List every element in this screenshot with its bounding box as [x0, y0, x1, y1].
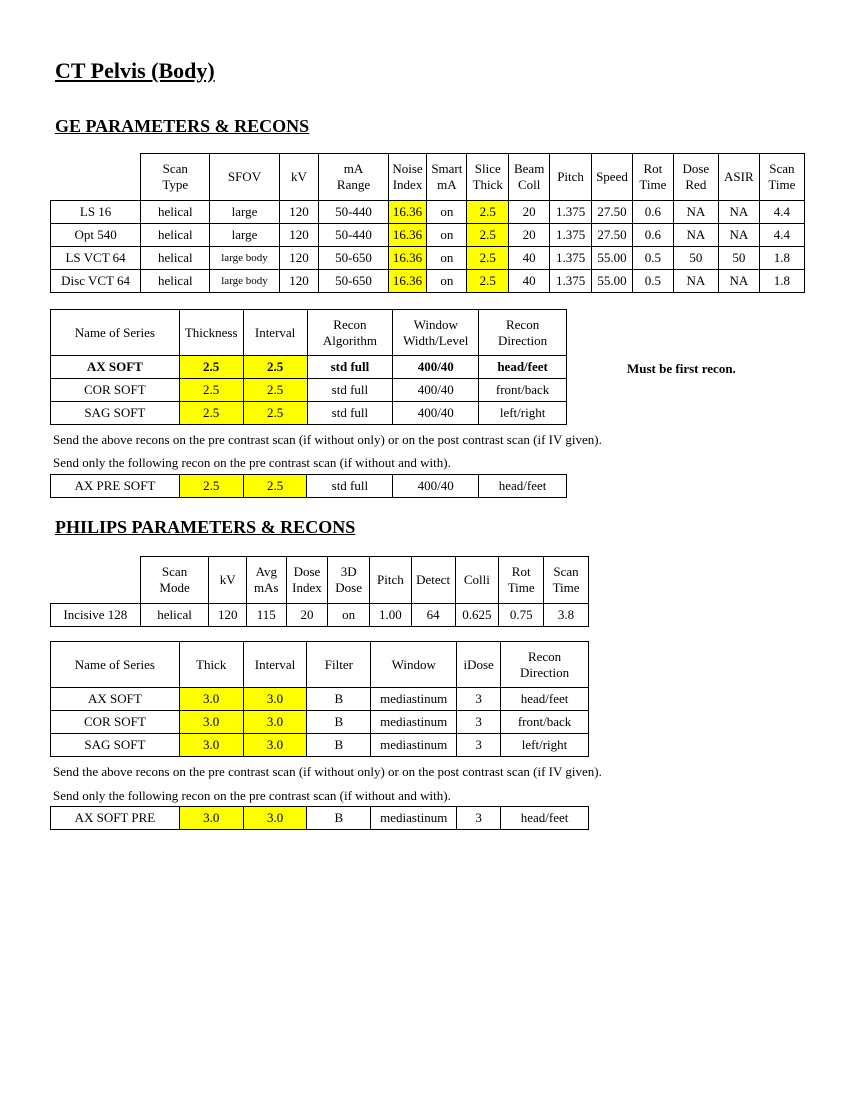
ge-params-cell: 16.36 [388, 270, 427, 293]
philips-params-header-cell: kV [209, 557, 247, 604]
ge-recon-cell: 400/40 [393, 356, 479, 379]
ge-params-header-cell: Speed [592, 154, 633, 201]
philips-recon-cell: 3.0 [179, 711, 243, 734]
ge-params-cell: 2.5 [467, 224, 509, 247]
ge-params-cell: 120 [279, 270, 319, 293]
philips-params-header-cell: 3D Dose [328, 557, 370, 604]
philips-params-cell: 0.75 [499, 604, 544, 627]
philips-params-row [51, 604, 589, 627]
philips-recon-table [50, 641, 589, 757]
philips-params-header-cell: Pitch [370, 557, 412, 604]
ge-params-cell: 1.375 [550, 201, 592, 224]
philips-params-header-cell: Rot Time [499, 557, 544, 604]
philips-pre-row [51, 807, 589, 830]
philips-params-header-cell: Avg mAs [247, 557, 287, 604]
ge-params-header-cell: SFOV [210, 154, 279, 201]
ge-params-cell: 4.4 [759, 224, 804, 247]
ge-params-header-cell: Smart mA [427, 154, 467, 201]
philips-note-above-recons: Send the above recons on the pre contrast scan (if without only) or on the post contrast scan (if IV given). [53, 764, 602, 779]
philips-recon-header-cell: Thick [179, 642, 243, 688]
philips-params-cell: 20 [286, 604, 328, 627]
ge-recon-row [51, 402, 567, 425]
ge-params-cell: 2.5 [467, 270, 509, 293]
ge-recon-cell: front/back [479, 379, 567, 402]
ge-note-above-recons: Send the above recons on the pre contrast scan (if without only) or on the post contrast scan (if IV given). [53, 432, 602, 447]
ge-recon-cell: head/feet [479, 356, 567, 379]
philips-params-table [50, 556, 589, 627]
philips-pre-cell: 3 [457, 807, 501, 830]
philips-recon-cell: 3.0 [179, 734, 243, 757]
philips-recon-header-cell: Filter [307, 642, 371, 688]
ge-params-cell: 40 [509, 247, 550, 270]
ge-recon-cell: AX SOFT [51, 356, 180, 379]
philips-params-cell: on [328, 604, 370, 627]
ge-pre-cell: std full [307, 475, 393, 498]
ge-params-cell: Disc VCT 64 [51, 270, 141, 293]
philips-note-pre-contrast: Send only the following recon on the pre contrast scan (if without and with). [53, 788, 451, 803]
ge-params-cell: 50-650 [319, 270, 388, 293]
philips-pre-cell: B [307, 807, 371, 830]
ge-params-cell: helical [141, 201, 210, 224]
philips-recon-row [51, 711, 589, 734]
ge-params-cell: NA [673, 201, 718, 224]
philips-recon-cell: 3 [457, 688, 501, 711]
philips-recon-row [51, 688, 589, 711]
ge-params-header-cell: ASIR [718, 154, 759, 201]
ge-params-cell: Opt 540 [51, 224, 141, 247]
ge-recon-cell: 2.5 [179, 379, 243, 402]
ge-params-cell: 120 [279, 201, 319, 224]
ge-params-cell: 55.00 [592, 270, 633, 293]
philips-pre-cell: mediastinum [371, 807, 457, 830]
ge-params-cell: large [210, 224, 279, 247]
ge-recon-row [51, 379, 567, 402]
ge-params-cell: 40 [509, 270, 550, 293]
ge-recon-table [50, 309, 567, 425]
philips-pre-cell: AX SOFT PRE [51, 807, 180, 830]
page-title: CT Pelvis (Body) [55, 58, 215, 83]
ge-pre-table [50, 474, 567, 498]
philips-recon-cell: B [307, 734, 371, 757]
philips-params-header-cell: Dose Index [286, 557, 328, 604]
ge-params-table [50, 153, 805, 293]
philips-recon-header-cell: Recon Direction [501, 642, 589, 688]
ge-pre-cell: 2.5 [243, 475, 307, 498]
ge-recon-cell: 2.5 [243, 356, 307, 379]
ge-params-cell: LS 16 [51, 201, 141, 224]
ge-params-cell: 1.375 [550, 224, 592, 247]
ge-params-cell: NA [673, 224, 718, 247]
ge-params-cell: 55.00 [592, 247, 633, 270]
ge-params-cell: 16.36 [388, 247, 427, 270]
philips-heading: PHILIPS PARAMETERS & RECONS [55, 517, 356, 537]
ge-params-cell: 20 [509, 201, 550, 224]
ge-recon-cell: COR SOFT [51, 379, 180, 402]
ge-pre-cell: 400/40 [393, 475, 479, 498]
ge-params-cell: 1.375 [550, 270, 592, 293]
ge-recon-header-cell: Recon Direction [479, 310, 567, 356]
ge-pre-row [51, 475, 567, 498]
ge-recon-cell: 2.5 [179, 356, 243, 379]
ge-params-cell: NA [718, 270, 759, 293]
ge-params-cell: 0.6 [632, 201, 673, 224]
philips-params-cell: 64 [411, 604, 455, 627]
philips-params-header-cell: Scan Mode [140, 557, 209, 604]
ge-params-cell: on [427, 247, 467, 270]
ge-recon-cell: std full [307, 356, 393, 379]
philips-params-cell: 0.625 [455, 604, 499, 627]
ge-params-cell: large body [210, 270, 279, 293]
ge-params-cell: 2.5 [467, 201, 509, 224]
ge-params-cell: 4.4 [759, 201, 804, 224]
philips-recon-cell: 3.0 [179, 688, 243, 711]
philips-recon-cell: front/back [501, 711, 589, 734]
ge-params-cell: large [210, 201, 279, 224]
ge-params-row [51, 224, 805, 247]
ge-recon-cell: 2.5 [243, 402, 307, 425]
ge-params-cell: on [427, 270, 467, 293]
ge-params-cell: on [427, 201, 467, 224]
ge-recon-header-cell: Window Width/Level [393, 310, 479, 356]
philips-pre-cell: 3.0 [243, 807, 307, 830]
ge-params-header-cell: Beam Coll [509, 154, 550, 201]
ge-params-cell: 16.36 [388, 224, 427, 247]
ge-params-header-cell: Dose Red [673, 154, 718, 201]
philips-recon-cell: SAG SOFT [51, 734, 180, 757]
ge-recon-cell: SAG SOFT [51, 402, 180, 425]
ge-params-cell: 0.5 [632, 270, 673, 293]
ge-params-cell: 50-440 [319, 201, 388, 224]
philips-recon-header-cell: iDose [457, 642, 501, 688]
philips-recon-cell: left/right [501, 734, 589, 757]
philips-recon-cell: mediastinum [371, 734, 457, 757]
philips-params-header-cell: Detect [411, 557, 455, 604]
ge-params-cell: helical [141, 247, 210, 270]
ge-params-cell: 50-440 [319, 224, 388, 247]
philips-params-cell: 115 [247, 604, 287, 627]
ge-recon-cell: left/right [479, 402, 567, 425]
ge-params-cell: 0.5 [632, 247, 673, 270]
ge-recon-cell: 400/40 [393, 379, 479, 402]
ge-params-cell: large body [210, 247, 279, 270]
ge-params-header-cell: kV [279, 154, 319, 201]
philips-recon-cell: 3 [457, 734, 501, 757]
ge-params-cell: 120 [279, 224, 319, 247]
philips-pre-table [50, 806, 589, 830]
ge-params-header-cell: Pitch [550, 154, 592, 201]
ge-params-cell: 1.8 [759, 270, 804, 293]
ge-recon-cell: 400/40 [393, 402, 479, 425]
ge-params-cell: 0.6 [632, 224, 673, 247]
ge-params-cell: 2.5 [467, 247, 509, 270]
ge-params-header-cell: Scan Type [141, 154, 210, 201]
philips-params-cell: 3.8 [544, 604, 589, 627]
ge-pre-cell: AX PRE SOFT [51, 475, 180, 498]
philips-recon-cell: head/feet [501, 688, 589, 711]
ge-params-row [51, 201, 805, 224]
ge-params-cell: helical [141, 224, 210, 247]
philips-recon-cell: 3.0 [243, 711, 307, 734]
ge-params-cell: 50 [718, 247, 759, 270]
philips-recon-cell: mediastinum [371, 711, 457, 734]
ge-recon-row [51, 356, 567, 379]
ge-params-cell: 120 [279, 247, 319, 270]
ge-pre-cell: 2.5 [179, 475, 243, 498]
philips-recon-cell: 3.0 [243, 734, 307, 757]
ge-params-cell: NA [718, 201, 759, 224]
philips-recon-cell: AX SOFT [51, 688, 180, 711]
ge-note-pre-contrast: Send only the following recon on the pre contrast scan (if without and with). [53, 455, 451, 470]
ge-pre-cell: head/feet [479, 475, 567, 498]
philips-recon-header-cell: Interval [243, 642, 307, 688]
ge-recon-header-cell: Interval [243, 310, 307, 356]
ge-params-header-cell: Rot Time [632, 154, 673, 201]
ge-params-header-cell: Slice Thick [467, 154, 509, 201]
philips-params-corner-blank [51, 557, 141, 604]
ge-recon-header-cell: Thickness [179, 310, 243, 356]
philips-recon-cell: COR SOFT [51, 711, 180, 734]
philips-params-cell: helical [140, 604, 209, 627]
philips-params-header-row [51, 557, 589, 604]
ge-recon-header-cell: Name of Series [51, 310, 180, 356]
ge-params-cell: 16.36 [388, 201, 427, 224]
ge-recon-cell: std full [307, 402, 393, 425]
philips-pre-cell: 3.0 [179, 807, 243, 830]
philips-params-cell: 1.00 [370, 604, 412, 627]
ge-params-cell: NA [718, 224, 759, 247]
philips-recon-cell: mediastinum [371, 688, 457, 711]
ge-params-cell: 27.50 [592, 201, 633, 224]
philips-params-header-cell: Colli [455, 557, 499, 604]
ge-recon-cell: 2.5 [243, 379, 307, 402]
ge-params-cell: NA [673, 270, 718, 293]
ge-params-cell: helical [141, 270, 210, 293]
philips-recon-cell: B [307, 688, 371, 711]
philips-recon-cell: B [307, 711, 371, 734]
ge-params-header-cell: mA Range [319, 154, 388, 201]
ge-params-header-row [51, 154, 805, 201]
ge-params-row [51, 247, 805, 270]
philips-recon-header-cell: Name of Series [51, 642, 180, 688]
ge-params-header-cell: Noise Index [388, 154, 427, 201]
ge-first-recon-note: Must be first recon. [627, 361, 736, 376]
ge-params-cell: LS VCT 64 [51, 247, 141, 270]
ge-recon-cell: std full [307, 379, 393, 402]
ge-params-row [51, 270, 805, 293]
philips-pre-cell: head/feet [501, 807, 589, 830]
philips-recon-cell: 3 [457, 711, 501, 734]
ge-params-corner-blank [51, 154, 141, 201]
philips-recon-cell: 3.0 [243, 688, 307, 711]
ge-params-cell: 27.50 [592, 224, 633, 247]
ge-recon-header-cell: Recon Algorithm [307, 310, 393, 356]
ge-params-cell: 1.375 [550, 247, 592, 270]
philips-recon-header-cell: Window [371, 642, 457, 688]
philips-recon-row [51, 734, 589, 757]
ge-params-cell: 20 [509, 224, 550, 247]
ge-recon-header-row [51, 310, 567, 356]
philips-params-header-cell: Scan Time [544, 557, 589, 604]
ge-recon-cell: 2.5 [179, 402, 243, 425]
ge-params-cell: on [427, 224, 467, 247]
ge-params-cell: 50 [673, 247, 718, 270]
ge-params-cell: 50-650 [319, 247, 388, 270]
ge-params-cell: 1.8 [759, 247, 804, 270]
philips-params-cell: Incisive 128 [51, 604, 141, 627]
philips-params-cell: 120 [209, 604, 247, 627]
philips-recon-header-row [51, 642, 589, 688]
ge-params-header-cell: Scan Time [759, 154, 804, 201]
ge-heading: GE PARAMETERS & RECONS [55, 116, 310, 136]
